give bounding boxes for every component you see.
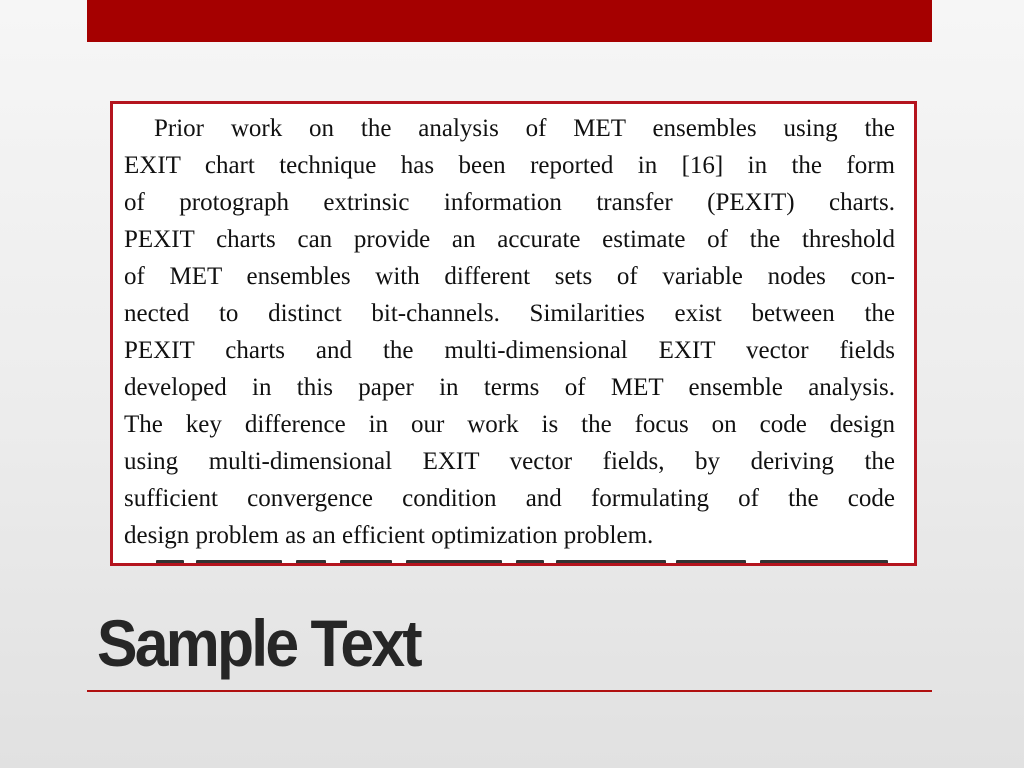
excerpt-line: of MET ensembles with different sets of variable nodes con-: [124, 263, 895, 290]
excerpt-line: Prior work on the analysis of MET ensembles using the: [154, 115, 895, 142]
excerpt-line: PEXIT charts and the multi-dimensional EXIT vector fields: [124, 337, 895, 364]
excerpt-line: of protograph extrinsic information transfer (PEXIT) charts.: [124, 189, 895, 216]
excerpt-line: sufficient convergence condition and formulating of the code: [124, 485, 895, 512]
excerpt-line: nected to distinct bit-channels. Similarities exist between the: [124, 300, 895, 327]
top-accent-bar: [87, 0, 932, 42]
excerpt-line: The key difference in our work is the focus on code design: [124, 411, 895, 438]
excerpt-line: design problem as an efficient optimization problem.: [124, 522, 654, 549]
excerpt-line: developed in this paper in terms of MET ensemble analysis.: [124, 374, 895, 401]
paper-excerpt: [124, 110, 895, 554]
excerpt-line: PEXIT charts can provide an accurate estimate of the threshold: [124, 226, 895, 253]
title-underline-rule: [87, 690, 932, 692]
excerpt-image-frame: [110, 101, 917, 566]
excerpt-line: EXIT chart technique has been reported in [16] in the form: [124, 152, 895, 179]
cropped-next-line: [156, 550, 896, 566]
slide-title: Sample Text: [97, 606, 420, 680]
excerpt-line: using multi-dimensional EXIT vector fields, by deriving the: [124, 448, 895, 475]
